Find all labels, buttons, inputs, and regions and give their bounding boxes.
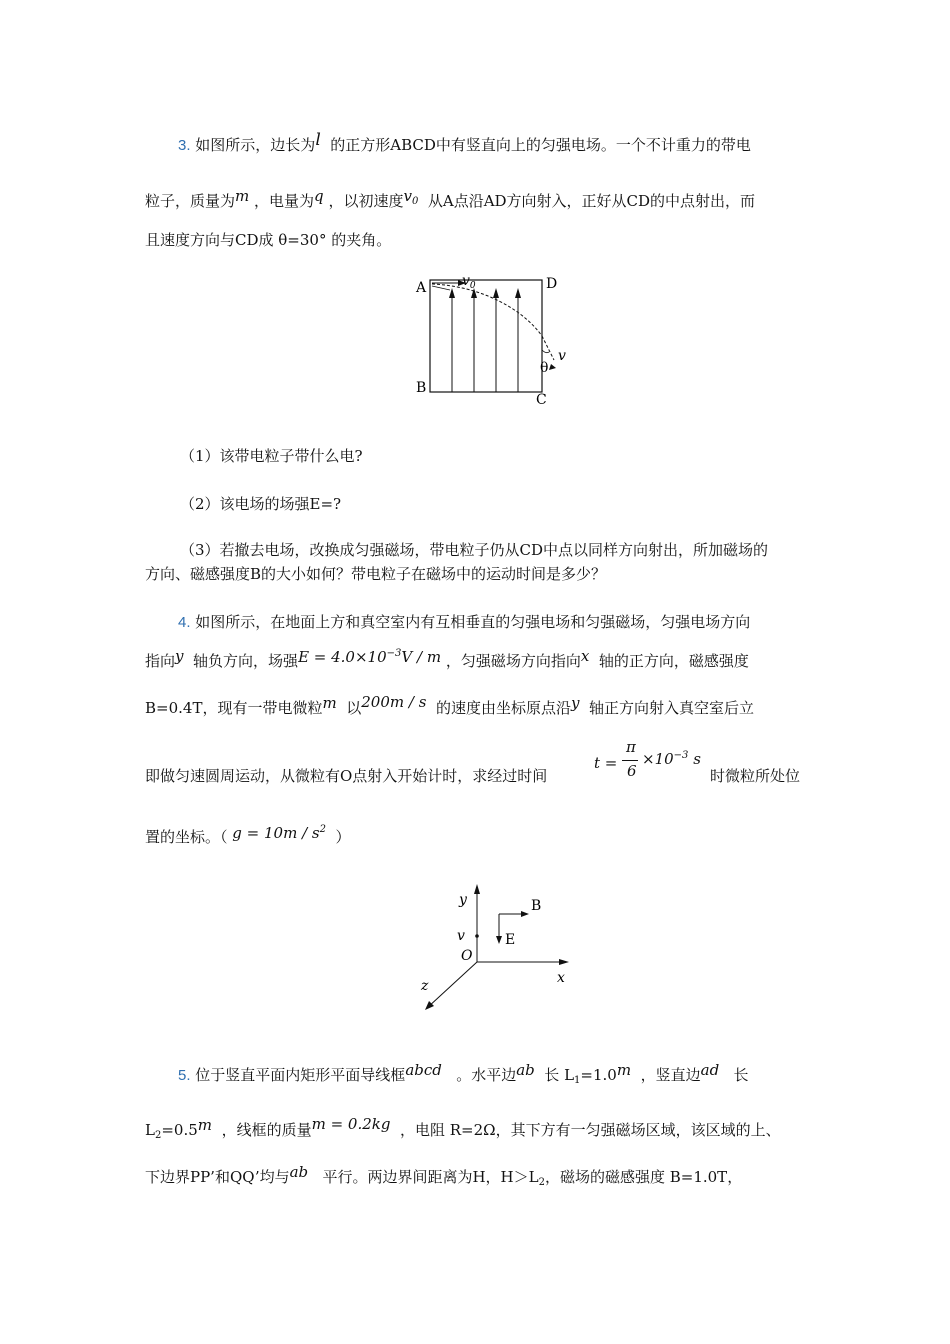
p3-q2: （2）该电场的场强E=? [180, 495, 342, 513]
p4-line-3: B=0.4T，现有一带电微粒m 以200m / s 的速度由坐标原点沿y 轴正方向射入真空室后立 [145, 693, 755, 717]
z-axis [427, 962, 477, 1008]
p4-line-1: 4. 如图所示，在地面上方和真空室内有互相垂直的匀强电场和匀强磁场，匀强电场方向 [178, 613, 751, 631]
mass-expression: m = 0.2kg [311, 1115, 391, 1133]
trajectory-ext [542, 336, 554, 360]
var-q: q [314, 187, 324, 205]
p5-number: 5. [178, 1067, 191, 1084]
p4-line-4: 即做匀速圆周运动，从微粒有O点射入开始计时，求经过时间 [145, 767, 548, 785]
p5-line-2: $L_2=0.5m$ ，线框的质量m = 0.2kg ，电阻 R=2Ω，其下方有一匀强磁场区域，该区域的上、 [145, 1115, 781, 1141]
p3-line-3: 且速度方向与CD成 θ=30° 的夹角。 [145, 231, 392, 249]
label-A: A [416, 280, 427, 296]
p3-number: 3. [178, 137, 191, 154]
square-abcd [430, 280, 542, 392]
label-B: B [531, 898, 542, 914]
var-m: m [235, 187, 250, 205]
p3-figure [410, 268, 585, 408]
var-l: l [315, 130, 321, 150]
p4-number: 4. [178, 614, 191, 631]
trajectory [432, 284, 542, 336]
label-E: E [505, 932, 516, 948]
p3-line-1: 3. 如图所示，边长为l 的正方形ABCD中有竖直向上的匀强电场。一个不计重力的带电 [178, 130, 751, 154]
E-expression: $E = 4.0\times 10^{-3}V / m$ [298, 648, 442, 666]
p3-q3-line-2: 方向、磁感强度B的大小如何？带电粒子在磁场中的运动时间是多少？ [145, 565, 607, 583]
label-y: y [459, 892, 467, 908]
label-z: z [421, 978, 429, 994]
p4-line-4b: 时微粒所处位 [710, 767, 801, 785]
label-v: v [457, 928, 465, 944]
p5-line-3: 下边界PP’和QQ’均与ab 平行。两边界间距离为H，$H>L_2$，磁场的磁感强度 B=1.0T， [145, 1163, 743, 1188]
p4-line-5: 置的坐标。（ $g = 10m / s^2$ ） [145, 824, 351, 846]
p3-q1: （1）该带电粒子带什么电? [180, 447, 363, 465]
p3-q3-line-1: （3）若撤去电场，改换成匀强磁场，带电粒子仍从CD中点以同样方向射出，所加磁场的 [180, 541, 769, 559]
g-expression: $g = 10m / s^2$ [232, 824, 326, 842]
label-v: v [558, 348, 566, 364]
label-D: D [546, 276, 558, 292]
speed-expression: 200m / s [361, 693, 427, 711]
label-O: O [461, 948, 473, 964]
p3-line-2: 粒子，质量为m ，电量为q ，以初速度$v_0$ 从A点沿AD方向射入，正好从CD的中点射出，而 [145, 187, 756, 210]
label-B: B [416, 380, 427, 396]
time-expression: t = π 6 $\times 10^{-3}$ s [594, 738, 701, 780]
p4-line-2: 指向y 轴负方向，场强$E = 4.0\times 10^{-3}V / m$ ，匀强磁场方向指向x 轴的正方向，磁感强度 [145, 647, 749, 670]
var-v0: $v_0$ [403, 187, 419, 207]
p4-figure [415, 880, 595, 1015]
label-x: x [557, 970, 565, 986]
label-C: C [536, 392, 547, 408]
label-v0: $v_0$ [462, 273, 476, 291]
label-theta: θ [540, 360, 549, 376]
p5-line-1: 5. 位于竖直平面内矩形平面导线框abcd 。水平边ab 长 $L_1=1.0m$ ，竖直边ad 长 [178, 1061, 749, 1086]
